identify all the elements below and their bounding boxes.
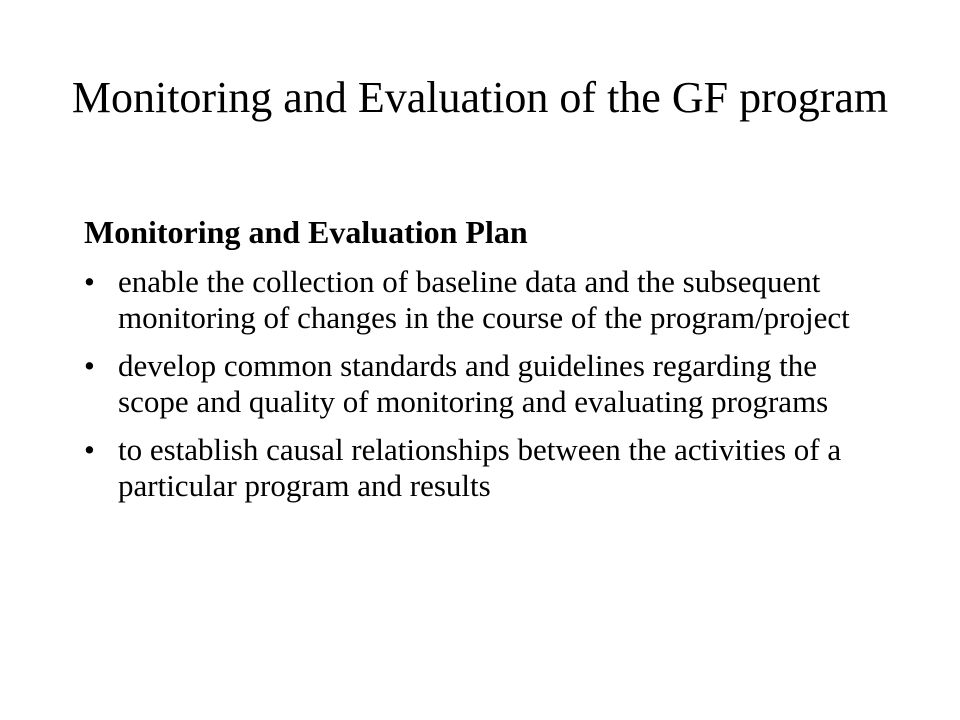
section-heading: Monitoring and Evaluation Plan [84, 214, 528, 250]
slide-title: Monitoring and Evaluation of the GF program [71, 73, 889, 122]
bullet-icon: • [84, 432, 95, 467]
bullet-text: enable the collection of baseline data and the subsequent monitoring of changes in the course of the program/project [118, 264, 850, 335]
bullet-icon: • [84, 264, 95, 299]
bullet-icon: • [84, 348, 95, 383]
bullet-text: develop common standards and guidelines regarding the scope and quality of monitoring and evaluating programs [118, 348, 829, 419]
bullet-text: to establish causal relationships between the activities of a particular program and results [118, 432, 842, 503]
slide-content [84, 212, 884, 516]
bullet-item [84, 432, 884, 504]
bullet-item [84, 264, 884, 336]
bullet-item [84, 348, 884, 420]
bullet-list [84, 264, 884, 504]
